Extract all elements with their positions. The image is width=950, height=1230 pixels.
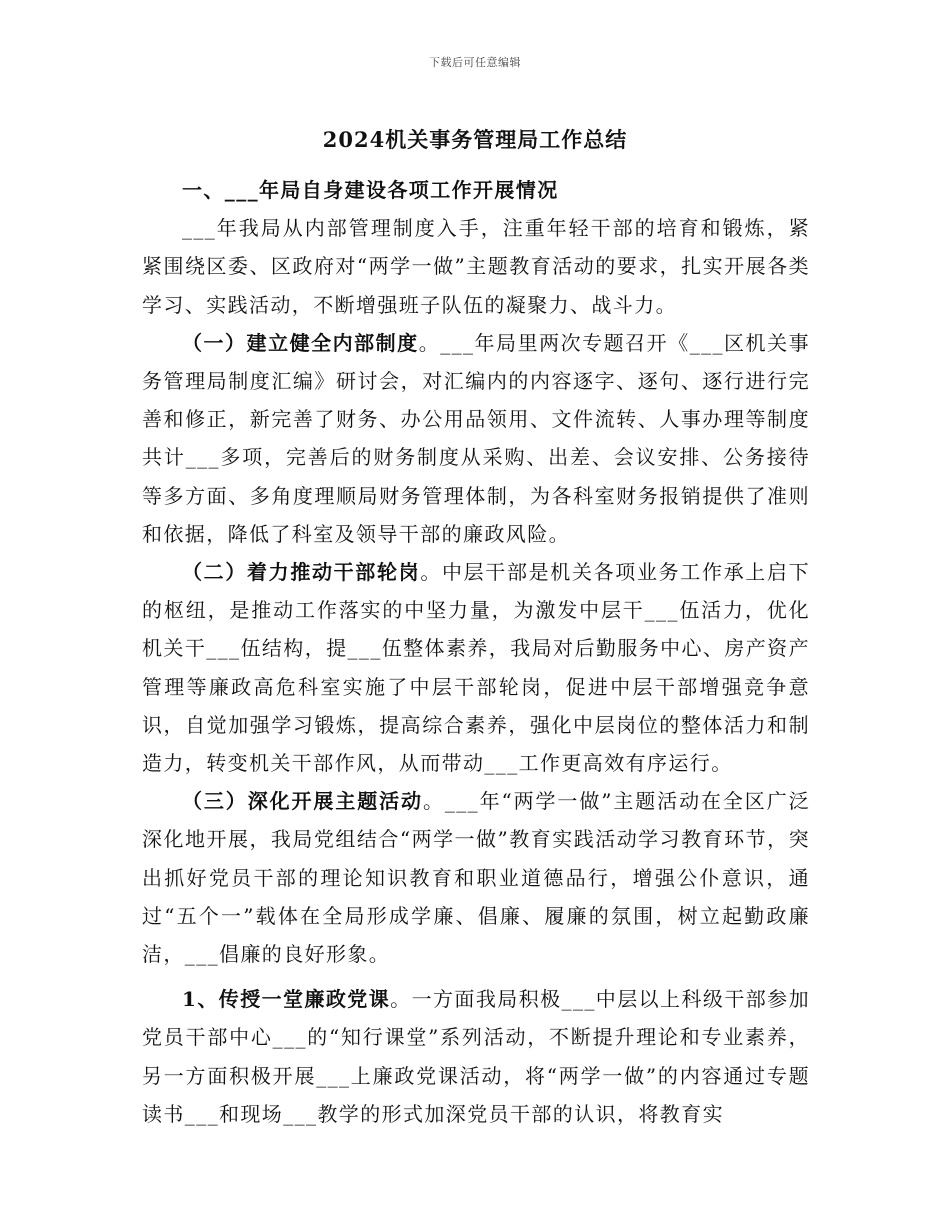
item-1-lead: （一）建立健全内部制度: [182, 330, 419, 355]
subitem-1-text: 。一方面我局积极___中层以上科级干部参加党员干部中心___的“知行课堂”系列活动，不断提升理论和专业素养，另一方面积极开展___上廉政党课活动，将“两学一做”的内容通过专题读书___和现场___教学的形式加深党员干部的认识，将教育实: [142, 987, 810, 1126]
document-body: [142, 171, 810, 1133]
item-3-text: 。___年“两学一做”主题活动在全区广泛深化地开展，我局党组结合“两学一做”教育实践活动学习教育环节，突出抓好党员干部的理论知识教育和职业道德品行，增强公仆意识，通过“五个一”载体在全局形成学廉、倡廉、履廉的氛围，树立起勤政廉洁，___倡廉的良好形象。: [142, 789, 811, 967]
paragraph-item-1: [142, 324, 810, 553]
paragraph-item-3: [142, 782, 810, 973]
item-2-lead: （二）着力推动干部轮岗: [182, 560, 421, 585]
item-2-text: 。中层干部是机关各项业务工作承上启下的枢纽，是推动工作落实的中坚力量，为激发中层干___伍活力，优化机关干___伍结构，提___伍整体素养，我局对后勤服务中心、房产资产管理等廉政高危科室实施了中层干部轮岗，促进中层干部增强竞争意识，自觉加强学习锻炼，提高综合素养，强化中层岗位的整体活力和制造力，转变机关干部作风，从而带动___工作更高效有序运行。: [142, 560, 810, 776]
item-3-lead: （三）深化开展主题活动: [182, 789, 423, 814]
paragraph-subitem-1: [142, 980, 810, 1133]
subitem-1-lead: 1、传授一堂廉政党课: [182, 987, 391, 1012]
item-1-text: 。___年局里两次专题召开《___区机关事务管理局制度汇编》研讨会，对汇编内的内容逐字、逐句、逐行进行完善和修正，新完善了财务、办公用品领用、文件流转、人事办理等制度共计___多项，完善后的财务制度从采购、出差、会议安排、公务接待等多方面、多角度理顺局财务管理体制，为各科室财务报销提供了准则和依据，降低了科室及领导干部的廉政风险。: [142, 330, 810, 546]
paragraph-item-2: [142, 553, 810, 782]
section-heading: 一、___年局自身建设各项工作开展情况: [182, 178, 559, 202]
document-title: 2024机关事务管理局工作总结: [322, 127, 628, 152]
page-header-note: 下载后可任意编辑: [429, 56, 521, 69]
intro-paragraph: ___年我局从内部管理制度入手，注重年轻干部的培育和锻炼，紧紧围绕区委、区政府对“两学一做”主题教育活动的要求，扎实开展各类学习、实践活动，不断增强班子队伍的凝聚力、战斗力。: [142, 216, 810, 317]
